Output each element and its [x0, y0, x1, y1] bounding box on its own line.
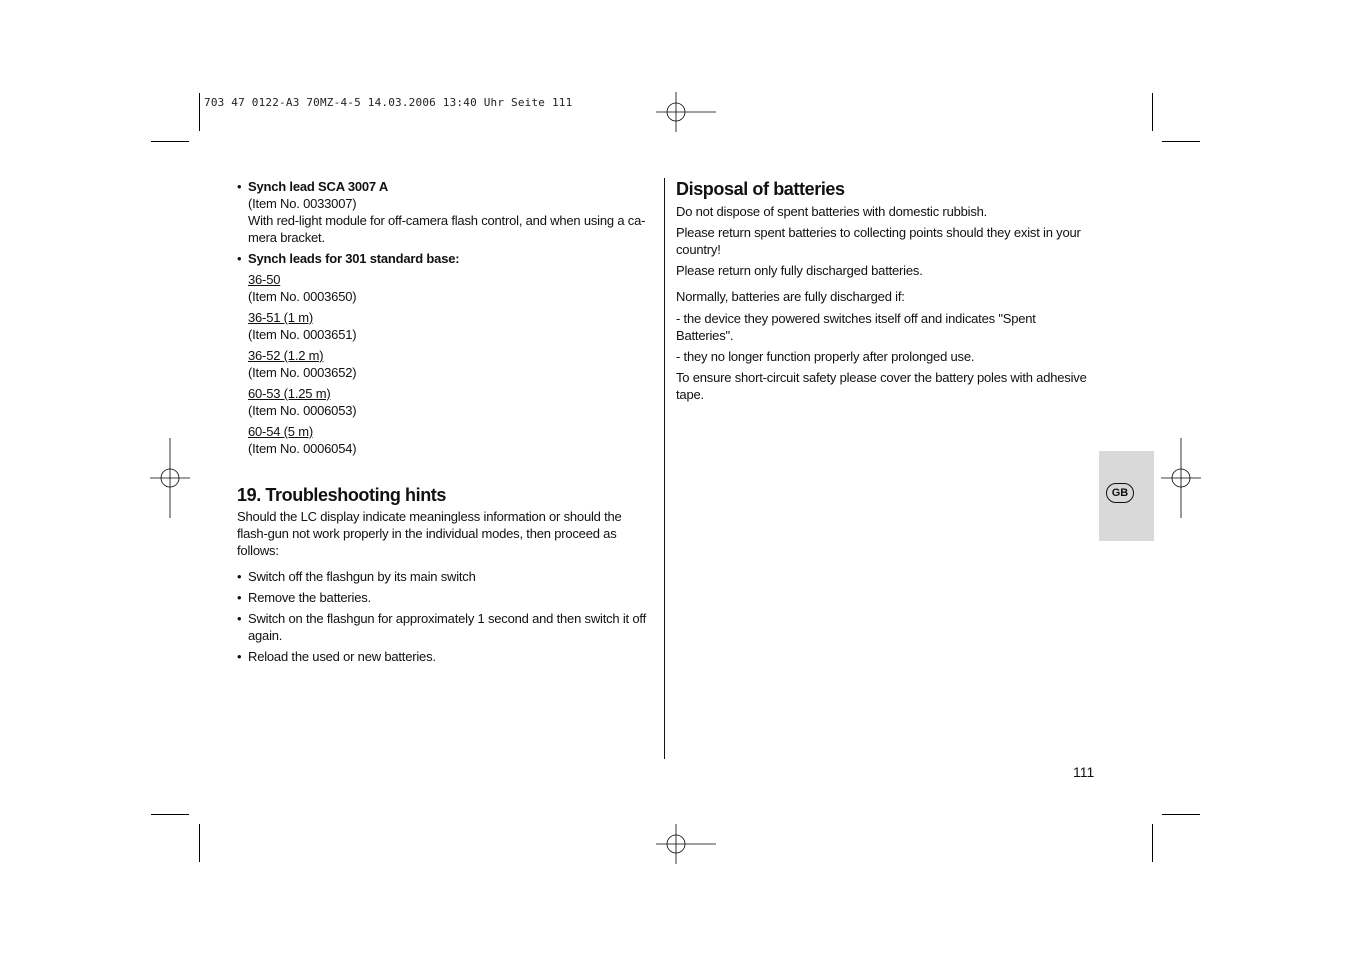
list-item: • Remove the batteries. — [237, 589, 652, 606]
registration-mark-icon — [656, 92, 716, 132]
lead-name: 36-51 (1 m) — [248, 310, 313, 325]
paragraph: Do not dispose of spent batteries with domestic rubbish. — [676, 204, 988, 219]
condition-item: - the device they powered switches itself off and indicates "Spent Batteries". — [676, 311, 1036, 343]
lead-entry — [237, 423, 652, 457]
lead-entry — [237, 309, 652, 343]
crop-mark — [1152, 93, 1153, 131]
crop-mark — [199, 93, 200, 131]
lead-name: 36-52 (1.2 m) — [248, 348, 324, 363]
crop-mark — [151, 141, 189, 142]
print-header: 703 47 0122-A3 70MZ-4-5 14.03.2006 13:40 Uhr Seite 111 — [204, 96, 573, 109]
crop-mark — [199, 824, 200, 862]
crop-mark — [1162, 814, 1200, 815]
section-heading: Disposal of batteries — [676, 179, 845, 199]
steps-list — [237, 568, 652, 665]
item-title: • Synch leads for 301 standard base: — [248, 251, 460, 266]
item-title: • Synch lead SCA 3007 A — [248, 179, 389, 194]
item-number: (Item No. 0033007) — [248, 196, 357, 211]
registration-mark-icon — [150, 438, 190, 518]
crop-mark — [151, 814, 189, 815]
lead-name: 60-53 (1.25 m) — [248, 386, 331, 401]
paragraph: To ensure short-circuit safety please cover the battery poles with adhesive tape. — [676, 370, 1087, 402]
lead-entry — [237, 385, 652, 419]
lead-item-number: (Item No. 0006054) — [248, 441, 357, 456]
language-badge: GB — [1106, 483, 1134, 503]
condition-item: - they no longer function properly after prolonged use. — [676, 349, 975, 364]
registration-mark-icon — [1161, 438, 1201, 518]
section-heading: 19. Troubleshooting hints — [237, 485, 447, 505]
lead-name: 36-50 — [248, 272, 281, 287]
list-item — [237, 250, 652, 267]
item-description: With red-light module for off-camera flash control, and when using a ca-mera bracket. — [248, 213, 646, 245]
lead-item-number: (Item No. 0003650) — [248, 289, 357, 304]
lead-item-number: (Item No. 0003652) — [248, 365, 357, 380]
paragraph: Please return spent batteries to collecting points should they exist in your country! — [676, 225, 1081, 257]
list-item: • Switch off the flashgun by its main switch — [237, 568, 652, 585]
lead-item-number: (Item No. 0003651) — [248, 327, 357, 342]
section-intro: Should the LC display indicate meaningless information or should the flash-gun not work properly in the individual modes, then proceed as follows: — [237, 509, 622, 558]
lead-name: 60-54 (5 m) — [248, 424, 313, 439]
list-item: • Reload the used or new batteries. — [237, 648, 652, 665]
column-divider — [664, 178, 665, 759]
crop-mark — [1162, 141, 1200, 142]
list-item: • Switch on the flashgun for approximately 1 second and then switch it off again. — [237, 610, 652, 644]
list-item — [237, 178, 652, 246]
crop-mark — [1152, 824, 1153, 862]
paragraph: Normally, batteries are fully discharged if: — [676, 289, 905, 304]
lead-entry — [237, 271, 652, 305]
page-number: 111 — [1073, 764, 1095, 780]
paragraph: Please return only fully discharged batteries. — [676, 263, 923, 278]
registration-mark-icon — [656, 824, 716, 864]
left-column — [237, 178, 652, 665]
lead-entry — [237, 347, 652, 381]
lead-item-number: (Item No. 0006053) — [248, 403, 357, 418]
right-column — [676, 178, 1094, 403]
